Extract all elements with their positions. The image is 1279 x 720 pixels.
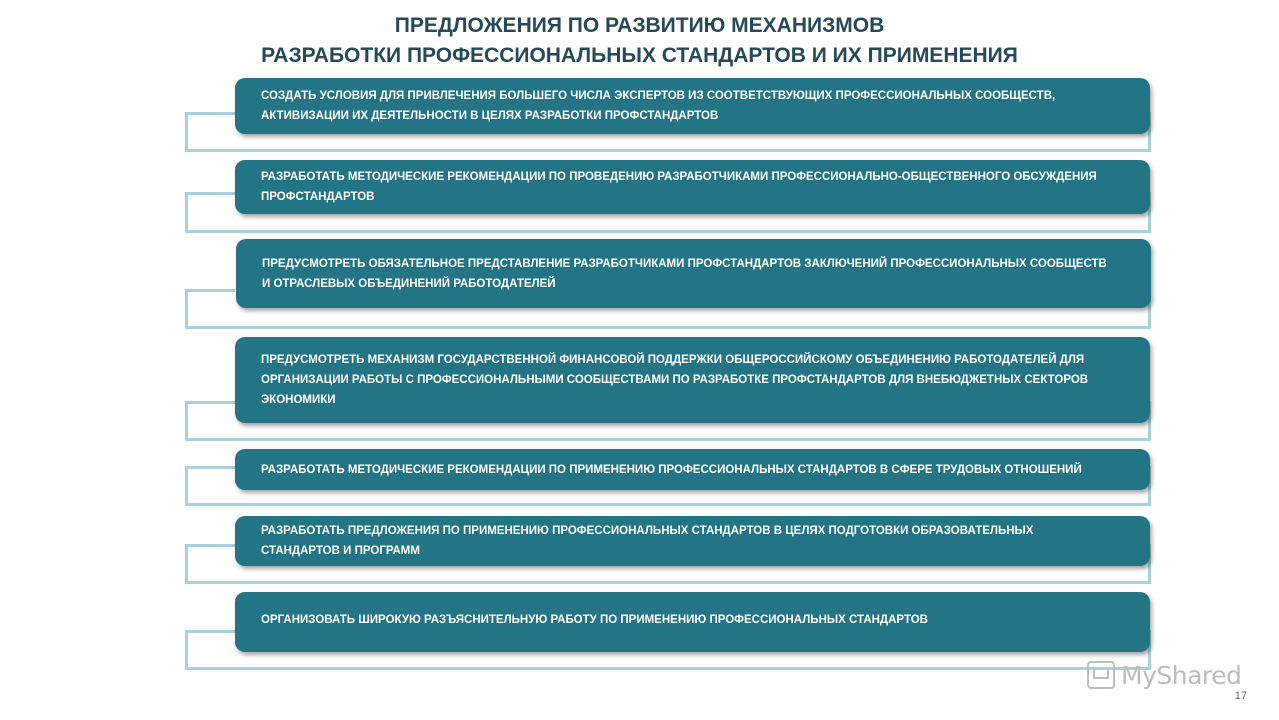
- proposal-text-1: СОЗДАТЬ УСЛОВИЯ ДЛЯ ПРИВЛЕЧЕНИЯ БОЛЬШЕГО ЧИСЛА ЭКСПЕРТОВ ИЗ СООТВЕТСТВУЮЩИХ ПРОФЕССИОНАЛЬНЫХ СООБЩЕСТВ, АКТИВИЗАЦИИ ИХ ДЕЯТЕЛЬНОСТИ В ЦЕЛЯХ РАЗРАБОТКИ ПРОФСТАНДАРТОВ: [261, 90, 1056, 122]
- proposal-box-3: [236, 239, 1151, 308]
- proposal-text-5: РАЗРАБОТАТЬ МЕТОДИЧЕСКИЕ РЕКОМЕНДАЦИИ ПО ПРИМЕНЕНИЮ ПРОФЕССИОНАЛЬНЫХ СТАНДАРТОВ В СФЕРЕ ТРУДОВЫХ ОТНОШЕНИЙ: [261, 463, 1082, 476]
- proposal-text-4: ПРЕДУСМОТРЕТЬ МЕХАНИЗМ ГОСУДАРСТВЕННОЙ ФИНАНСОВОЙ ПОДДЕРЖКИ ОБЩЕРОССИЙСКОМУ ОБЪЕДИНЕНИЮ РАБОТОДАТЕЛЕЙ ДЛЯ ОРГАНИЗАЦИИ РАБОТЫ С ПРОФЕССИОНАЛЬНЫМИ СООБЩЕСТВАМИ ПО РАЗРАБОТКЕ ПРОФСТАНДАРТОВ ДЛЯ ВНЕБЮДЖЕТНЫХ СЕКТОРОВ ЭКОНОМИКИ: [261, 354, 1089, 406]
- proposal-box-7: [235, 592, 1150, 652]
- title-line-2: РАЗРАБОТКИ ПРОФЕССИОНАЛЬНЫХ СТАНДАРТОВ И ИХ ПРИМЕНЕНИЯ: [261, 44, 1018, 67]
- proposal-text-6: РАЗРАБОТАТЬ ПРЕДЛОЖЕНИЯ ПО ПРИМЕНЕНИЮ ПРОФЕССИОНАЛЬНЫХ СТАНДАРТОВ В ЦЕЛЯХ ПОДГОТОВКИ ОБРАЗОВАТЕЛЬНЫХ СТАНДАРТОВ И ПРОГРАММ: [261, 525, 1034, 557]
- proposal-text-2: РАЗРАБОТАТЬ МЕТОДИЧЕСКИЕ РЕКОМЕНДАЦИИ ПО ПРОВЕДЕНИЮ РАЗРАБОТЧИКАМИ ПРОФЕССИОНАЛЬНО-ОБЩЕСТВЕННОГО ОБСУЖДЕНИЯ ПРОФСТАНДАРТОВ: [261, 171, 1097, 203]
- cart-icon: [1087, 661, 1115, 689]
- watermark-text: MyShared: [1121, 660, 1242, 690]
- proposal-text-3: ПРЕДУСМОТРЕТЬ ОБЯЗАТЕЛЬНОЕ ПРЕДСТАВЛЕНИЕ РАЗРАБОТЧИКАМИ ПРОФСТАНДАРТОВ ЗАКЛЮЧЕНИЙ ПРОФЕССИОНАЛЬНЫХ СООБЩЕСТВ И ОТРАСЛЕВЫХ ОБЪЕДИНЕНИЙ РАБОТОДАТЕЛЕЙ: [262, 257, 1107, 290]
- watermark-logo: [1087, 658, 1247, 692]
- proposal-text-7: ОРГАНИЗОВАТЬ ШИРОКУЮ РАЗЪЯСНИТЕЛЬНУЮ РАБОТУ ПО ПРИМЕНЕНИЮ ПРОФЕССИОНАЛЬНЫХ СТАНДАРТОВ: [261, 614, 928, 626]
- proposal-box-2: [235, 160, 1150, 214]
- proposal-box-4: [235, 337, 1150, 423]
- proposal-box-6: [235, 516, 1150, 566]
- title-line-1: ПРЕДЛОЖЕНИЯ ПО РАЗВИТИЮ МЕХАНИЗМОВ: [394, 14, 885, 37]
- proposal-box-5: [235, 449, 1150, 490]
- proposal-box-1: [235, 78, 1150, 134]
- page-number: 17: [1234, 690, 1247, 702]
